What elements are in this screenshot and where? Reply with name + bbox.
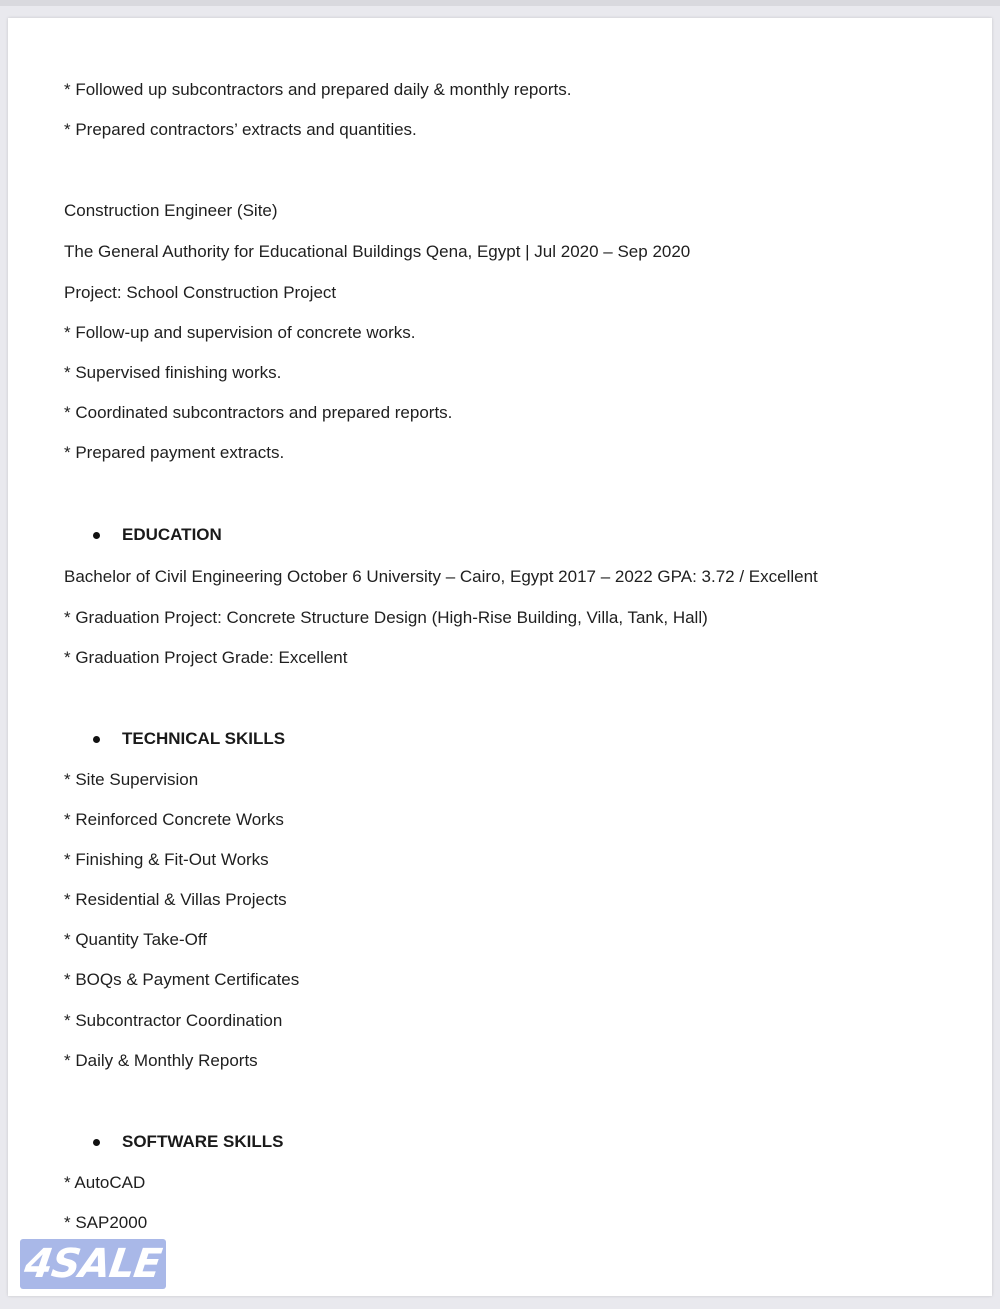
software-skill-item: * AutoCAD [64,1173,146,1192]
job-title: Construction Engineer (Site) [64,201,278,220]
watermark-text: 4SALE [22,1241,164,1287]
job-employer: The General Authority for Educational Buildings Qena, Egypt | Jul 2020 – Sep 2020 [64,242,691,261]
education-bullet: * Graduation Project Grade: Excellent [64,648,348,667]
technical-skill-item: * Reinforced Concrete Works [64,810,284,829]
education-degree: Bachelor of Civil Engineering October 6 University – Cairo, Egypt 2017 – 2022 GPA: 3.72 / Excellent [64,567,818,586]
job-project: Project: School Construction Project [64,283,337,302]
bullet-dot-icon [93,736,100,743]
technical-skill-item: * BOQs & Payment Certificates [64,970,300,989]
technical-skill-item: * Quantity Take-Off [64,930,207,949]
watermark-logo [20,1239,166,1289]
technical-skill-item: * Subcontractor Coordination [64,1011,283,1030]
experience-bullet: * Followed up subcontractors and prepared daily & monthly reports. [64,80,572,99]
technical-skill-item: * Daily & Monthly Reports [64,1051,258,1070]
job-bullet: * Supervised finishing works. [64,363,282,382]
technical-skill-item: * Finishing & Fit-Out Works [64,850,269,869]
job-bullet: * Follow-up and supervision of concrete works. [64,323,416,342]
job-bullet: * Prepared payment extracts. [64,443,285,462]
bullet-dot-icon [93,532,100,539]
technical-skills-heading: TECHNICAL SKILLS [122,729,286,748]
technical-skill-item: * Residential & Villas Projects [64,890,287,909]
software-skill-item: * SAP2000 [64,1213,148,1232]
bullet-dot-icon [93,1139,100,1146]
job-bullet: * Coordinated subcontractors and prepared reports. [64,403,453,422]
software-skills-heading: SOFTWARE SKILLS [122,1132,284,1151]
experience-bullet: * Prepared contractors’ extracts and quantities. [64,120,417,139]
education-heading: EDUCATION [122,525,222,544]
education-bullet: * Graduation Project: Concrete Structure Design (High-Rise Building, Villa, Tank, Hall) [64,608,708,627]
top-edge [0,0,1000,6]
technical-skill-item: * Site Supervision [64,770,199,789]
